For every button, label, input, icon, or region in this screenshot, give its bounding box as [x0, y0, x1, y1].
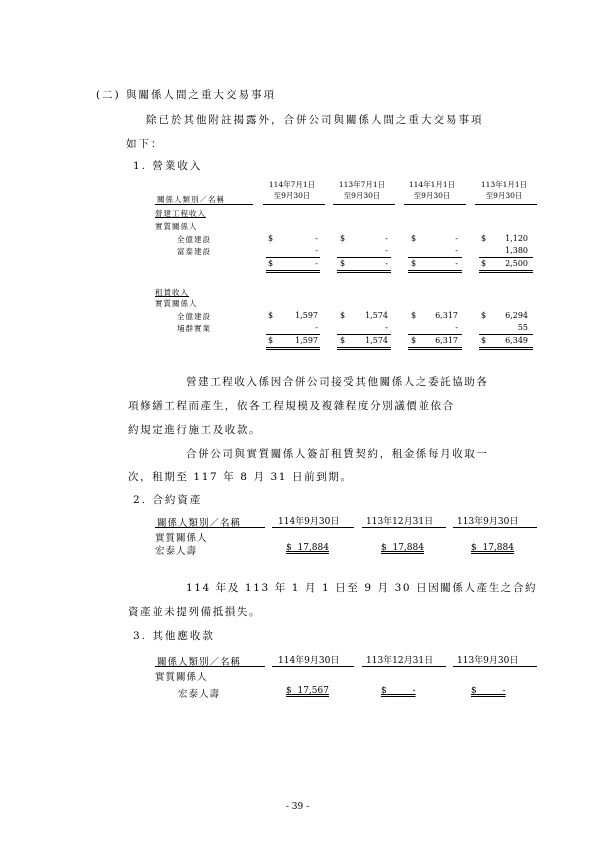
total-cell: 1,597	[295, 336, 318, 345]
total-cell: -	[455, 259, 458, 268]
currency-sign: $	[411, 259, 417, 268]
other-header-rule	[362, 666, 446, 667]
total-double-rule	[266, 272, 320, 273]
total-double-rule	[266, 270, 320, 271]
revenue-col-header-4: 113年1月1日 至9月30日	[480, 180, 528, 200]
revenue-col-header-3: 114年1月1日 至9月30日	[408, 180, 456, 200]
value-cell: -	[455, 234, 458, 243]
other-value-2: $ -	[381, 686, 416, 696]
subtotal-rule	[266, 334, 320, 335]
value-cell: -	[455, 246, 458, 255]
currency-sign: $	[481, 234, 487, 243]
currency-sign: $	[481, 336, 487, 345]
subtotal-rule	[479, 334, 533, 335]
value-cell: -	[385, 246, 388, 255]
other-header-rule	[272, 666, 354, 667]
other-col-header-1: 114年9月30日	[278, 656, 340, 666]
contract-value-3: $ 17,884	[471, 543, 514, 553]
contract-value-2: $ 17,884	[381, 543, 424, 553]
group2-title: 租賃收入	[155, 288, 189, 297]
contract-title: 2. 合約資產	[133, 494, 203, 506]
total-double-rule	[408, 270, 462, 271]
revenue-header-rule	[475, 204, 537, 205]
para2-line-2: 次，租期至 117 年 8 月 31 日前到期。	[128, 471, 353, 483]
contract-col-header-3: 113年9月30日	[457, 517, 519, 527]
other-title: 3. 其他應收款	[133, 630, 215, 642]
para1-line-1: 營建工程收入係因合併公司接受其他關係人之委託協助各	[186, 376, 489, 388]
subtotal-rule	[337, 257, 391, 258]
currency-sign: $	[481, 311, 487, 320]
subtotal-rule	[479, 257, 533, 258]
value-cell: -	[315, 246, 318, 255]
total-double-rule	[337, 270, 391, 271]
total-double-rule	[337, 272, 391, 273]
contract-col-header-2: 113年12月31日	[366, 517, 434, 527]
total-cell: -	[385, 259, 388, 268]
total-double-rule	[408, 349, 462, 350]
value-cell: -	[315, 323, 318, 332]
group1-title: 營建工程收入	[155, 209, 206, 218]
contract-sub: 實質關係人	[155, 533, 208, 544]
para2-line-1: 合併公司與實質關係人簽訂租賃契約，租金係每月收取一	[186, 448, 489, 460]
currency-sign: $	[481, 259, 487, 268]
other-value-3: $ -	[471, 686, 506, 696]
group2-row-1-name: 全億建設	[177, 312, 211, 321]
revenue-col-header-2: 113年7月1日 至9月30日	[338, 180, 386, 200]
contract-header-rule	[453, 527, 537, 528]
other-header-rule	[453, 666, 537, 667]
revenue-col-header-1: 114年7月1日 至9月30日	[268, 180, 316, 200]
contract-header-rule	[272, 527, 354, 528]
value-cell: 6,317	[435, 311, 458, 320]
total-double-rule	[479, 349, 533, 350]
page-number: - 39 -	[285, 802, 310, 812]
subtotal-rule	[408, 257, 462, 258]
total-double-rule	[408, 347, 462, 348]
total-double-rule	[337, 349, 391, 350]
value-cell: 1,120	[505, 234, 528, 243]
currency-sign: $	[340, 311, 346, 320]
other-col-header-2: 113年12月31日	[366, 656, 434, 666]
group2-sub: 實質關係人	[155, 299, 198, 308]
currency-sign: $	[268, 259, 274, 268]
other-value-1: $ 17,567	[286, 686, 329, 696]
total-double-rule	[479, 272, 533, 273]
total-cell: 6,349	[505, 336, 528, 345]
intro-line-2: 如下：	[126, 138, 164, 150]
currency-sign: $	[268, 311, 274, 320]
other-col-label: 關係人類別／名稱	[157, 657, 242, 668]
total-cell: 6,317	[435, 336, 458, 345]
intro-line-1: 除已於其他附註揭露外，合併公司與關係人間之重大交易事項	[146, 114, 484, 126]
other-header-rule	[155, 666, 265, 667]
value-cell: 1,597	[295, 311, 318, 320]
currency-sign: $	[340, 259, 346, 268]
para1-line-2: 項修繕工程而產生，依各工程規模及複雜程度分別議價並依合	[128, 400, 455, 412]
para3-line-2: 資產並未提列備抵損失。	[128, 606, 262, 618]
revenue-header-rule	[333, 204, 395, 205]
revenue-title: 1. 營業收入	[133, 160, 203, 172]
total-double-rule	[479, 270, 533, 271]
group2-row-2-name: 埔群實業	[177, 324, 211, 333]
contract-value-1: $ 17,884	[286, 543, 329, 553]
currency-sign: $	[411, 336, 417, 345]
total-double-rule	[266, 347, 320, 348]
currency-sign: $	[340, 234, 346, 243]
total-cell: 2,500	[505, 259, 528, 268]
value-cell: -	[385, 323, 388, 332]
subtotal-rule	[408, 334, 462, 335]
value-cell: -	[315, 234, 318, 243]
total-cell: -	[315, 259, 318, 268]
para3-line-1: 114 年及 113 年 1 月 1 日至 9 月 30 日因關係人產生之合約	[186, 582, 538, 594]
currency-sign: $	[340, 336, 346, 345]
group1-sub: 實質關係人	[155, 222, 198, 231]
revenue-header-rule	[155, 204, 253, 205]
section-heading: (二) 與關係人間之重大交易事項	[96, 89, 277, 101]
contract-header-rule	[362, 527, 446, 528]
revenue-header-rule	[263, 204, 325, 205]
group1-row-1-name: 全億建設	[177, 235, 211, 244]
revenue-col-label: 關係人類別／名稱	[157, 195, 225, 204]
value-cell: 6,294	[505, 311, 528, 320]
total-double-rule	[337, 347, 391, 348]
other-row-name: 宏泰人壽	[178, 689, 221, 700]
currency-sign: $	[411, 234, 417, 243]
subtotal-rule	[337, 334, 391, 335]
contract-col-label: 關係人類別／名稱	[157, 518, 242, 529]
currency-sign: $	[411, 311, 417, 320]
group1-row-2-name: 富泰建設	[177, 247, 211, 256]
value-cell: 1,574	[365, 311, 388, 320]
contract-header-rule	[155, 527, 265, 528]
currency-sign: $	[268, 234, 274, 243]
value-cell: -	[455, 323, 458, 332]
total-double-rule	[266, 349, 320, 350]
total-double-rule	[479, 347, 533, 348]
total-cell: 1,574	[365, 336, 388, 345]
value-cell: 1,380	[505, 246, 528, 255]
contract-row-name: 宏泰人壽	[155, 546, 198, 557]
para1-line-3: 約規定進行施工及收款。	[128, 424, 262, 436]
value-cell: 55	[517, 323, 528, 332]
currency-sign: $	[268, 336, 274, 345]
total-double-rule	[408, 272, 462, 273]
revenue-header-rule	[404, 204, 466, 205]
subtotal-rule	[266, 257, 320, 258]
contract-col-header-1: 114年9月30日	[278, 517, 340, 527]
value-cell: -	[385, 234, 388, 243]
other-sub: 實質關係人	[155, 672, 208, 683]
other-col-header-3: 113年9月30日	[457, 656, 519, 666]
